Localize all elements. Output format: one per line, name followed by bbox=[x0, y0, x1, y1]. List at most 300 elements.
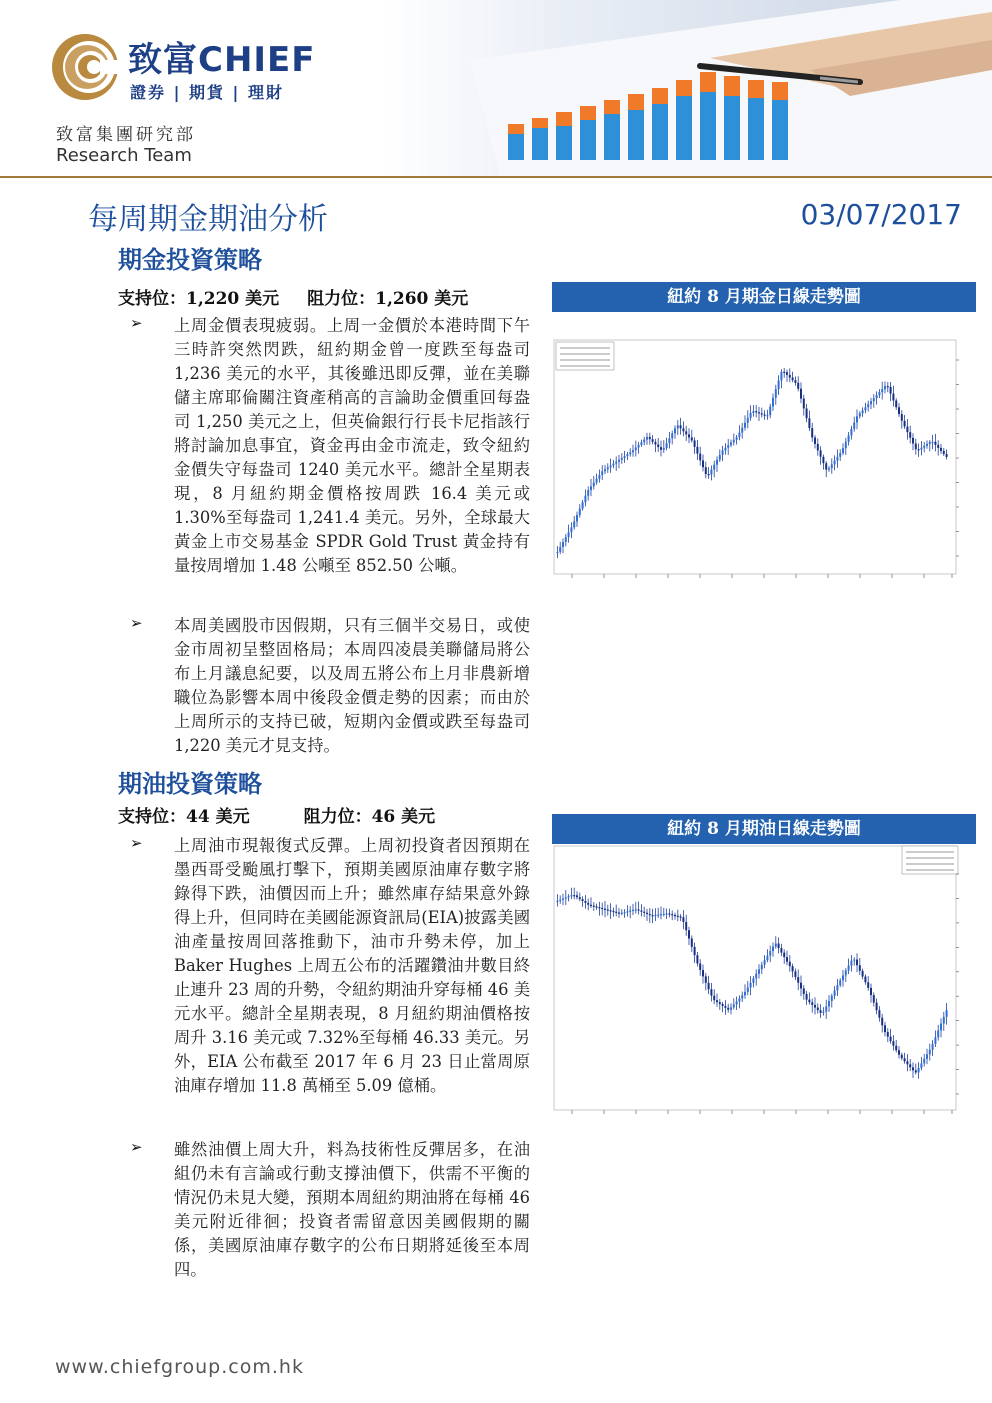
candle-body bbox=[811, 1002, 813, 1005]
candle-body bbox=[786, 957, 788, 962]
candle-body bbox=[769, 407, 771, 416]
candle-body bbox=[943, 451, 945, 454]
candle-body bbox=[733, 440, 735, 443]
candle-body bbox=[626, 454, 628, 456]
candle-body bbox=[688, 434, 690, 437]
candle-body bbox=[764, 960, 766, 965]
candle-body bbox=[562, 542, 564, 547]
candle-body bbox=[750, 413, 752, 418]
candle-body bbox=[677, 425, 679, 428]
candle-body bbox=[783, 372, 785, 373]
candle-body bbox=[649, 914, 651, 915]
candle-body bbox=[568, 896, 570, 897]
candle-body bbox=[845, 970, 847, 975]
candle-body bbox=[640, 911, 642, 912]
candle-body bbox=[876, 395, 878, 398]
candle-body bbox=[685, 922, 687, 930]
candle-body bbox=[727, 1008, 729, 1010]
candle-body bbox=[596, 906, 598, 907]
candle-body bbox=[607, 909, 609, 910]
candle-body bbox=[663, 448, 665, 450]
candle-body bbox=[722, 1004, 724, 1006]
candle-body bbox=[719, 455, 721, 460]
candle-body bbox=[741, 428, 743, 433]
candle-body bbox=[654, 442, 656, 445]
candle-body bbox=[778, 944, 780, 949]
gold-bullet-2 bbox=[130, 614, 530, 758]
candle-body bbox=[559, 900, 561, 901]
candle-body bbox=[579, 897, 581, 899]
candle-body bbox=[761, 413, 763, 414]
candle-body bbox=[932, 1044, 934, 1050]
candle-body bbox=[654, 915, 656, 916]
candle-body bbox=[719, 1002, 721, 1004]
candle-body bbox=[943, 1017, 945, 1024]
candle-body bbox=[806, 994, 808, 1000]
candle-body bbox=[934, 442, 936, 445]
candle-body bbox=[920, 1063, 922, 1068]
candle-body bbox=[834, 991, 836, 996]
candle-body bbox=[568, 532, 570, 537]
candle-body bbox=[666, 913, 668, 914]
document-title: 每周期金期油分析 bbox=[88, 202, 328, 237]
candle-body bbox=[822, 457, 824, 463]
candle-body bbox=[747, 418, 749, 423]
oil-bullet-text: 上周油市現報復式反彈。上周初投資者因預期在墨西哥受颱風打擊下，預期美國原油庫存數字將錄得下跌，油價因而上升；雖然庫存結果意外錄得上升，但同時在美國能源資訊局(EIA)披露美國油產量按周回落推動下，油市升勢未停，加上 Baker Hughes 上周五公布的活躍鑽油井數目終止連升 23 周的升勢，令紐約期油升穿每桶 46 美元水平。總計全星期表現，8 月紐約期油價格按周升 3.16 美元或 7.32%至每桶 46.33 美元。另外，EIA 公布截至 2017 年 6 月 23 日止當周原油庫存增加 11.8 萬桶至 5.09 億桶。 bbox=[174, 836, 530, 1095]
candle-body bbox=[716, 1000, 718, 1002]
candle-body bbox=[895, 1046, 897, 1051]
brand-name: 致富CHIEF bbox=[128, 40, 316, 80]
candle-body bbox=[909, 1064, 911, 1067]
candle-body bbox=[758, 412, 760, 413]
candle-body bbox=[607, 467, 609, 469]
candle-body bbox=[601, 908, 603, 909]
candle-body bbox=[800, 983, 802, 989]
candle-body bbox=[937, 445, 939, 448]
candle-body bbox=[682, 428, 684, 431]
candle-body bbox=[587, 490, 589, 496]
candle-body bbox=[884, 386, 886, 389]
candle-body bbox=[699, 963, 701, 969]
candle-body bbox=[825, 1006, 827, 1011]
candle-body bbox=[556, 901, 558, 902]
brand-tagline: 證券 | 期貨 | 理財 bbox=[130, 83, 284, 102]
oil-support-level: 支持位：44 美元 bbox=[118, 807, 250, 827]
oil-resistance-level: 阻力位：46 美元 bbox=[303, 807, 436, 827]
gold-bullet-text: 本周美國股市因假期，只有三個半交易日，或使金市周初呈整固格局；本周四凌晨美聯儲局將公布上月議息紀要，以及周五將公布上月非農新增職位為影響本周中後段金價走勢的因素；而由於上周所示的支持已破，短期內金價或跌至每盎司 1,220 美元才見支持。 bbox=[174, 616, 530, 755]
candle-body bbox=[946, 1010, 948, 1017]
candle-body bbox=[766, 415, 768, 416]
candle-body bbox=[710, 470, 712, 475]
candle-body bbox=[652, 439, 654, 442]
candle-body bbox=[932, 442, 934, 443]
gold-support-level: 支持位：1,220 美元 bbox=[118, 289, 280, 309]
candle-body bbox=[789, 962, 791, 967]
candle-body bbox=[579, 509, 581, 515]
candle-body bbox=[794, 971, 796, 977]
candle-body bbox=[892, 394, 894, 401]
candle-body bbox=[918, 1068, 920, 1073]
candle-body bbox=[624, 456, 626, 458]
candle-body bbox=[722, 450, 724, 454]
candle-body bbox=[926, 444, 928, 446]
candle-body bbox=[626, 911, 628, 912]
candle-body bbox=[590, 905, 592, 906]
candle-body bbox=[680, 916, 682, 917]
candle-body bbox=[590, 486, 592, 490]
candle-body bbox=[808, 1000, 810, 1003]
candle-body bbox=[696, 955, 698, 963]
gold-section-title: 期金投資策略 bbox=[118, 246, 262, 274]
candle-body bbox=[946, 454, 948, 457]
candle-body bbox=[702, 460, 704, 467]
candle-body bbox=[915, 1070, 917, 1072]
candle-body bbox=[747, 987, 749, 992]
candle-body bbox=[850, 961, 852, 966]
candle-body bbox=[582, 502, 584, 508]
candle-body bbox=[775, 944, 777, 947]
candle-body bbox=[912, 438, 914, 444]
candle-body bbox=[666, 443, 668, 448]
candle-body bbox=[621, 913, 623, 914]
candle-body bbox=[800, 389, 802, 399]
candle-body bbox=[621, 458, 623, 460]
candle-body bbox=[831, 464, 833, 468]
oil-candlestick-chart bbox=[552, 844, 976, 1126]
candle-body bbox=[660, 447, 662, 450]
candle-body bbox=[570, 895, 572, 896]
candle-body bbox=[635, 448, 637, 451]
candle-body bbox=[584, 901, 586, 903]
candle-body bbox=[649, 437, 651, 439]
candle-body bbox=[559, 547, 561, 552]
gold-bullet-1 bbox=[130, 314, 530, 578]
candle-body bbox=[598, 907, 600, 908]
candle-body bbox=[744, 992, 746, 995]
candle-body bbox=[923, 1059, 925, 1064]
candle-body bbox=[859, 413, 861, 416]
candle-body bbox=[593, 483, 595, 487]
candle-body bbox=[691, 939, 693, 947]
candle-body bbox=[668, 438, 670, 443]
oil-section-title: 期油投資策略 bbox=[118, 770, 262, 798]
candle-body bbox=[853, 422, 855, 428]
candle-body bbox=[892, 1041, 894, 1046]
candle-body bbox=[811, 428, 813, 437]
candle-body bbox=[820, 450, 822, 456]
header-divider bbox=[0, 176, 992, 178]
oil-chart bbox=[552, 814, 976, 1126]
oil-bullet-text: 雖然油價上周大升，料為技術性反彈居多，在油組仍未有言論或行動支撐油價下，供需不平衡的情況仍未見大變，預期本周紐約期油將在每桶 46 美元附近徘徊；投資者需留意因美國假期的關係，美國原油庫存數字的公布日期將延後至本周四。 bbox=[174, 1140, 530, 1279]
candle-body bbox=[691, 437, 693, 440]
candle-body bbox=[873, 398, 875, 401]
candle-body bbox=[632, 450, 634, 452]
candle-body bbox=[576, 515, 578, 521]
header-photo-bar-chart-hand bbox=[380, 0, 992, 176]
candle-body bbox=[671, 914, 673, 915]
candle-body bbox=[705, 467, 707, 474]
candle-body bbox=[828, 1001, 830, 1006]
candle-body bbox=[887, 1032, 889, 1037]
candle-body bbox=[688, 930, 690, 938]
candle-body bbox=[789, 375, 791, 378]
candle-body bbox=[862, 971, 864, 977]
candle-body bbox=[792, 966, 794, 971]
candle-body bbox=[797, 977, 799, 983]
candle-body bbox=[713, 996, 715, 1001]
candle-body bbox=[864, 407, 866, 410]
candle-body bbox=[671, 433, 673, 438]
oil-bullet-2 bbox=[130, 1138, 530, 1282]
candle-body bbox=[772, 947, 774, 952]
candle-body bbox=[677, 916, 679, 917]
candle-body bbox=[817, 444, 819, 450]
candle-body bbox=[565, 537, 567, 542]
candle-body bbox=[604, 909, 606, 910]
candle-body bbox=[822, 1012, 824, 1013]
candle-body bbox=[848, 435, 850, 441]
candle-body bbox=[556, 552, 558, 553]
candle-body bbox=[680, 425, 682, 428]
candle-body bbox=[638, 909, 640, 910]
oil-chart-legend-box bbox=[902, 846, 958, 874]
candle-body bbox=[814, 1005, 816, 1008]
candle-body bbox=[856, 416, 858, 422]
candle-body bbox=[786, 372, 788, 375]
candle-body bbox=[920, 448, 922, 450]
candle-body bbox=[685, 431, 687, 434]
candle-body bbox=[912, 1067, 914, 1070]
arrowhead-bullet-icon: ➢ bbox=[130, 614, 143, 632]
candle-body bbox=[873, 995, 875, 1003]
candle-body bbox=[926, 1054, 928, 1059]
candle-body bbox=[761, 965, 763, 970]
candle-body bbox=[940, 1024, 942, 1031]
candle-body bbox=[783, 953, 785, 958]
candle-body bbox=[593, 906, 595, 907]
candle-body bbox=[755, 411, 757, 412]
candle-body bbox=[738, 998, 740, 1001]
candle-body bbox=[615, 912, 617, 913]
candle-body bbox=[772, 398, 774, 407]
candle-body bbox=[884, 1025, 886, 1032]
candle-body bbox=[570, 527, 572, 532]
candle-body bbox=[890, 1037, 892, 1042]
candle-body bbox=[867, 982, 869, 988]
document-date: 03/07/2017 bbox=[800, 198, 962, 231]
candle-body bbox=[934, 1037, 936, 1044]
gold-bullet-text: 上周金價表現疲弱。上周一金價於本港時間下午三時許突然閃跌，紐約期金曾一度跌至每盎司 1,236 美元的水平，其後雖迅即反彈，並在美聯儲主席耶倫關注資產稍高的言論助金價重回每盎司 1,250 美元之上，但英倫銀行行長卡尼指該行將討論加息事宜，資金再由金市流走，致令紐約金價失守每盎司 1240 美元水平。總計全星期表現，8 月紐約期金價格按周跌 16.4 美元或 1.30%至每盎司 1,241.4 美元。另外，全球最大黃金上市交易基金 SPDR Gold Trust 黃金持有量按周增加 1.48 公噸至 852.50 公噸。 bbox=[174, 316, 530, 575]
department-name-en: Research Team bbox=[56, 145, 192, 166]
arrowhead-bullet-icon: ➢ bbox=[130, 1138, 143, 1156]
candle-body bbox=[646, 913, 648, 914]
candle-body bbox=[598, 475, 600, 479]
candle-body bbox=[836, 457, 838, 461]
candle-body bbox=[629, 452, 631, 454]
candle-body bbox=[898, 1050, 900, 1055]
candle-body bbox=[901, 1055, 903, 1059]
candle-body bbox=[682, 917, 684, 922]
oil-chart-title: 紐約 8 月期油日線走勢圖 bbox=[552, 814, 976, 844]
candle-body bbox=[657, 915, 659, 916]
candle-body bbox=[635, 909, 637, 910]
candle-body bbox=[929, 442, 931, 444]
candle-body bbox=[904, 421, 906, 427]
candle-body bbox=[736, 437, 738, 440]
gold-chart bbox=[552, 282, 976, 590]
candle-body bbox=[708, 474, 710, 475]
candle-body bbox=[780, 372, 782, 381]
candle-body bbox=[887, 386, 889, 387]
candle-body bbox=[601, 471, 603, 475]
candle-body bbox=[713, 465, 715, 470]
candle-body bbox=[890, 387, 892, 394]
candle-body bbox=[562, 899, 564, 900]
candle-body bbox=[825, 463, 827, 469]
candle-body bbox=[612, 911, 614, 912]
candle-body bbox=[632, 910, 634, 911]
arrowhead-bullet-icon: ➢ bbox=[130, 834, 143, 852]
candle-body bbox=[657, 444, 659, 447]
candle-body bbox=[775, 389, 777, 398]
candle-body bbox=[834, 461, 836, 465]
candle-body bbox=[736, 1001, 738, 1004]
candle-body bbox=[730, 1007, 732, 1009]
candle-body bbox=[738, 433, 740, 438]
candle-body bbox=[596, 479, 598, 483]
candle-body bbox=[694, 440, 696, 446]
candle-body bbox=[831, 996, 833, 1001]
candle-body bbox=[733, 1004, 735, 1007]
candle-body bbox=[610, 466, 612, 468]
candle-body bbox=[663, 914, 665, 915]
candle-body bbox=[755, 974, 757, 979]
candle-body bbox=[705, 976, 707, 982]
candle-body bbox=[646, 437, 648, 440]
candle-body bbox=[923, 446, 925, 448]
gold-candlestick-chart bbox=[552, 312, 976, 590]
candle-body bbox=[638, 445, 640, 448]
candle-body bbox=[758, 969, 760, 974]
candle-body bbox=[716, 460, 718, 465]
candle-body bbox=[573, 521, 575, 527]
candle-body bbox=[806, 408, 808, 418]
footer-url: www.chiefgroup.com.hk bbox=[55, 1356, 304, 1378]
candle-body bbox=[702, 970, 704, 976]
gold-levels bbox=[118, 284, 468, 309]
candle-body bbox=[766, 956, 768, 961]
candle-body bbox=[940, 448, 942, 451]
candle-body bbox=[878, 1010, 880, 1018]
candle-body bbox=[895, 400, 897, 407]
candle-body bbox=[629, 911, 631, 912]
candle-body bbox=[864, 977, 866, 983]
candle-body bbox=[708, 983, 710, 989]
candle-body bbox=[750, 983, 752, 988]
candle-body bbox=[915, 443, 917, 449]
candle-body bbox=[710, 989, 712, 995]
candle-body bbox=[808, 418, 810, 428]
gold-resistance-level: 阻力位：1,260 美元 bbox=[307, 289, 469, 309]
candle-body bbox=[881, 389, 883, 392]
candle-body bbox=[752, 411, 754, 413]
candle-body bbox=[643, 440, 645, 443]
candle-body bbox=[769, 951, 771, 956]
candle-body bbox=[618, 912, 620, 913]
candle-body bbox=[856, 960, 858, 966]
candle-body bbox=[817, 1008, 819, 1011]
candle-body bbox=[836, 985, 838, 990]
candle-body bbox=[612, 464, 614, 466]
candle-body bbox=[727, 445, 729, 448]
candle-body bbox=[904, 1058, 906, 1061]
candle-body bbox=[604, 469, 606, 471]
candle-body bbox=[842, 448, 844, 453]
candle-body bbox=[699, 454, 701, 461]
candle-body bbox=[828, 468, 830, 469]
candle-body bbox=[694, 947, 696, 955]
candle-body bbox=[752, 978, 754, 983]
candle-body bbox=[901, 414, 903, 421]
candle-body bbox=[870, 988, 872, 995]
candle-body bbox=[696, 447, 698, 454]
candle-body bbox=[660, 914, 662, 915]
candle-body bbox=[615, 462, 617, 464]
candle-body bbox=[674, 428, 676, 433]
arrowhead-bullet-icon: ➢ bbox=[130, 314, 143, 332]
candle-body bbox=[870, 401, 872, 404]
candle-body bbox=[744, 423, 746, 428]
candle-body bbox=[803, 988, 805, 994]
candle-body bbox=[741, 995, 743, 998]
candle-body bbox=[918, 449, 920, 450]
candle-body bbox=[764, 414, 766, 415]
candle-body bbox=[850, 429, 852, 435]
candle-body bbox=[803, 399, 805, 409]
candle-body bbox=[845, 442, 847, 448]
candle-body bbox=[797, 383, 799, 389]
candle-body bbox=[724, 448, 726, 451]
candle-body bbox=[584, 496, 586, 502]
candle-body bbox=[730, 442, 732, 445]
candle-body bbox=[906, 426, 908, 432]
candle-body bbox=[839, 453, 841, 457]
candle-body bbox=[876, 1003, 878, 1011]
candle-body bbox=[792, 378, 794, 381]
candle-body bbox=[643, 912, 645, 913]
candle-body bbox=[909, 432, 911, 438]
candle-body bbox=[668, 913, 670, 914]
candle-body bbox=[820, 1010, 822, 1013]
department-name-cn: 致富集團研究部 bbox=[56, 125, 196, 145]
oil-levels bbox=[118, 802, 435, 827]
candle-body bbox=[906, 1061, 908, 1064]
page-header bbox=[0, 0, 992, 178]
candle-body bbox=[839, 980, 841, 985]
candle-body bbox=[573, 895, 575, 896]
candle-body bbox=[867, 404, 869, 407]
candle-body bbox=[929, 1050, 931, 1055]
oil-bullet-1 bbox=[130, 834, 530, 1098]
candle-body bbox=[814, 438, 816, 444]
gold-chart-title: 紐約 8 月期金日線走勢圖 bbox=[552, 282, 976, 312]
candle-body bbox=[862, 410, 864, 413]
candle-body bbox=[587, 903, 589, 905]
chief-logo-icon bbox=[50, 32, 120, 102]
gold-chart-legend-box bbox=[556, 342, 614, 370]
candle-body bbox=[624, 912, 626, 913]
candle-body bbox=[610, 910, 612, 911]
